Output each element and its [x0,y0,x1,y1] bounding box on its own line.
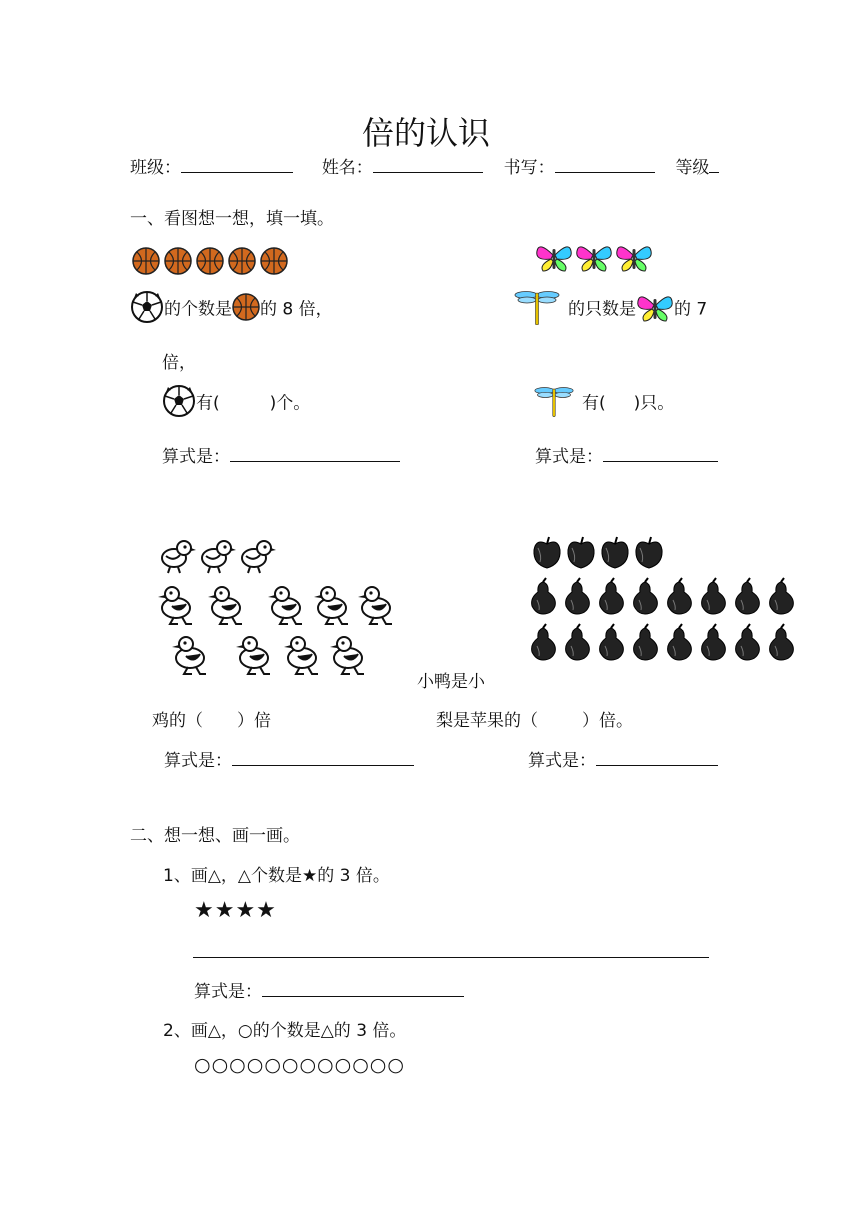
left-count-text-a: 的个数是 [164,299,232,320]
page-title: 倍的认识 [362,114,491,152]
name-blank[interactable] [373,154,483,173]
chicks-ducks-illustration [150,534,410,682]
left-count-text-b: 的 8 倍， [260,299,333,320]
butterfly-row [535,241,655,273]
name-label: 姓名： [321,158,373,178]
butterfly-group-icon [535,241,655,273]
writing-label: 书写： [503,158,555,178]
q1-drawing-line[interactable] [193,957,709,958]
right-formula [535,442,718,467]
right-answer-line [534,384,674,418]
q1-formula-label: 算式是： [194,982,262,1002]
left-question-line1 [130,290,333,324]
basketball-group-icon [132,247,292,275]
q1-text: 1、画△，△个数是★的 3 倍。 [163,866,390,886]
left-answer-line [162,384,310,418]
grade-label: 等级 [675,158,710,178]
butterfly-icon [636,291,674,323]
pears-caption-a: 梨是苹果的（ [436,711,538,731]
ducks-formula-label: 算式是： [164,751,232,771]
soccer-ball-icon [130,290,164,324]
left-wrap-text: 倍， [162,353,196,373]
right-formula-label: 算式是： [535,447,603,467]
section2-heading: 二、想一想、画一画。 [130,826,300,846]
apples-pears-icon [528,534,798,666]
pears-caption-line [436,706,633,731]
butterfly-icon [537,247,571,271]
ducks-caption-line [152,706,271,731]
chicks-ducks-icon [150,534,410,682]
ducks-formula [164,746,414,771]
ducks-formula-blank[interactable] [232,747,414,766]
ducks-caption-c: ）倍 [237,711,271,731]
ducks-caption-b: 鸡的（ [152,711,203,731]
dragonfly-icon [514,289,560,325]
pears-caption-b: ）倍。 [582,711,633,731]
left-formula-label: 算式是： [162,447,230,467]
right-answer-text-b: )只。 [633,393,675,414]
right-question-line1 [514,289,707,325]
class-blank[interactable] [181,154,293,173]
right-count-text-b: 的 7 [674,299,708,320]
soccer-ball-icon [162,384,196,418]
left-formula [162,442,400,467]
basketball-icon [232,293,260,321]
pears-formula [528,746,718,771]
class-label: 班级： [130,158,181,178]
q1-stars: ★★★★ [194,898,277,923]
left-answer-text-b: )个。 [269,393,311,414]
dragonfly-icon [534,384,574,418]
right-count-text-a: 的只数是 [568,299,636,320]
right-formula-blank[interactable] [603,443,718,462]
pears-formula-blank[interactable] [596,747,718,766]
basketball-icon [133,248,159,274]
writing-blank[interactable] [555,154,655,173]
basketball-row [132,247,292,275]
grade-blank[interactable] [709,154,719,173]
q2-circles: ○○○○○○○○○○○○ [194,1054,405,1076]
q2-text: 2、画△，○的个数是△的 3 倍。 [163,1021,407,1041]
ducks-caption-a: 小鸭是小 [417,672,485,692]
header-row [130,153,719,178]
section1-heading: 一、看图想一想，填一填。 [130,209,334,229]
apples-pears-illustration [528,534,798,666]
q1-formula [194,977,464,1002]
left-answer-text-a: 有( [196,393,220,414]
left-formula-blank[interactable] [230,443,400,462]
right-answer-text-a: 有( [582,393,606,414]
q1-formula-blank[interactable] [262,978,464,997]
pears-formula-label: 算式是： [528,751,596,771]
